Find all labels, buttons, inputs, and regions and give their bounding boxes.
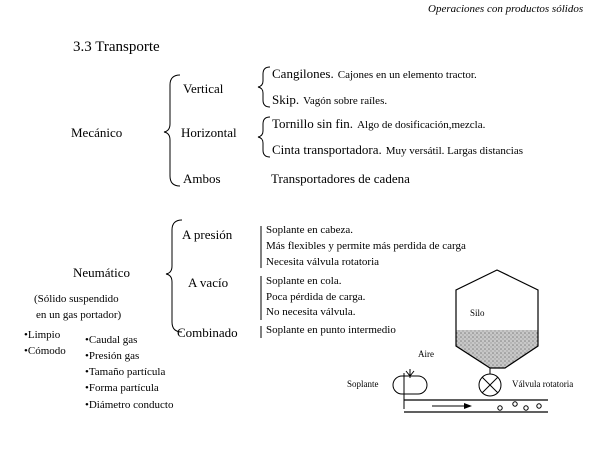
vacio-line-3: No necesita válvula.	[266, 306, 356, 318]
vacio-line-2: Poca pérdida de carga.	[266, 291, 366, 303]
horizontal-brace	[258, 117, 270, 157]
presion-line-2: Más flexibles y permite más perdida de carga	[266, 240, 466, 252]
cinta-desc: Muy versátil. Largas distancias	[385, 145, 524, 157]
blower	[393, 376, 427, 394]
section-title: 3.3 Transporte	[73, 39, 160, 55]
tornillo-item	[272, 116, 485, 132]
bullet-diametro: •Diámetro conducto	[85, 399, 174, 411]
horizontal-label: Horizontal	[181, 125, 237, 140]
mecanico-label: Mecánico	[71, 125, 123, 140]
ambos-label: Ambos	[183, 171, 221, 186]
skip-desc: Vagón sobre raíles.	[303, 95, 388, 107]
valvula-label: Válvula rotatoria	[512, 379, 574, 389]
vacio-label: A vacío	[188, 275, 229, 290]
bullet-caudal: •Caudal gas	[85, 334, 138, 346]
cangilones-desc: Cajones en un elemento tractor.	[337, 69, 477, 81]
aire-label: Aire	[418, 349, 434, 359]
presion-line-1: Soplante en cabeza.	[266, 224, 354, 236]
bullet-limpio: •Limpio	[24, 329, 61, 341]
soplante-label: Soplante	[347, 379, 379, 389]
page-header: Operaciones con productos sólidos	[428, 3, 584, 15]
cinta-item	[272, 142, 523, 158]
skip-name: Skip.	[272, 92, 300, 107]
bullet-presion: •Presión gas	[85, 350, 140, 362]
tornillo-name: Tornillo sin fin.	[272, 116, 354, 131]
silo-label: Silo	[470, 308, 485, 318]
skip-item	[272, 92, 387, 108]
neumatico-brace	[166, 220, 182, 332]
presion-line-3: Necesita válvula rotatoria	[266, 256, 380, 268]
tornillo-desc: Algo de dosificación,mezcla.	[357, 119, 486, 131]
neumatico-sub2: en un gas portador)	[36, 309, 122, 321]
mecanico-brace	[164, 75, 180, 186]
neumatico-label: Neumático	[73, 265, 131, 280]
ambos-desc: Transportadores de cadena	[271, 171, 410, 186]
vertical-label: Vertical	[183, 81, 224, 96]
bullet-comodo: •Cómodo	[24, 345, 66, 357]
presion-label: A presión	[182, 227, 233, 242]
pneumatic-diagram	[393, 270, 548, 412]
combinado-desc: Soplante en punto intermedio	[266, 324, 396, 336]
neumatico-sub1: (Sólido suspendido	[34, 293, 119, 305]
cangilones-name: Cangilones.	[272, 66, 334, 81]
cinta-name: Cinta transportadora.	[272, 142, 382, 157]
bullet-forma: •Forma partícula	[85, 382, 159, 394]
bullet-tamano: •Tamaño partícula	[85, 366, 166, 378]
combinado-label: Combinado	[177, 325, 238, 340]
vacio-line-1: Soplante en cola.	[266, 275, 342, 287]
cangilones-item	[272, 66, 477, 82]
silo-fill	[456, 330, 538, 368]
vertical-brace	[258, 67, 270, 107]
